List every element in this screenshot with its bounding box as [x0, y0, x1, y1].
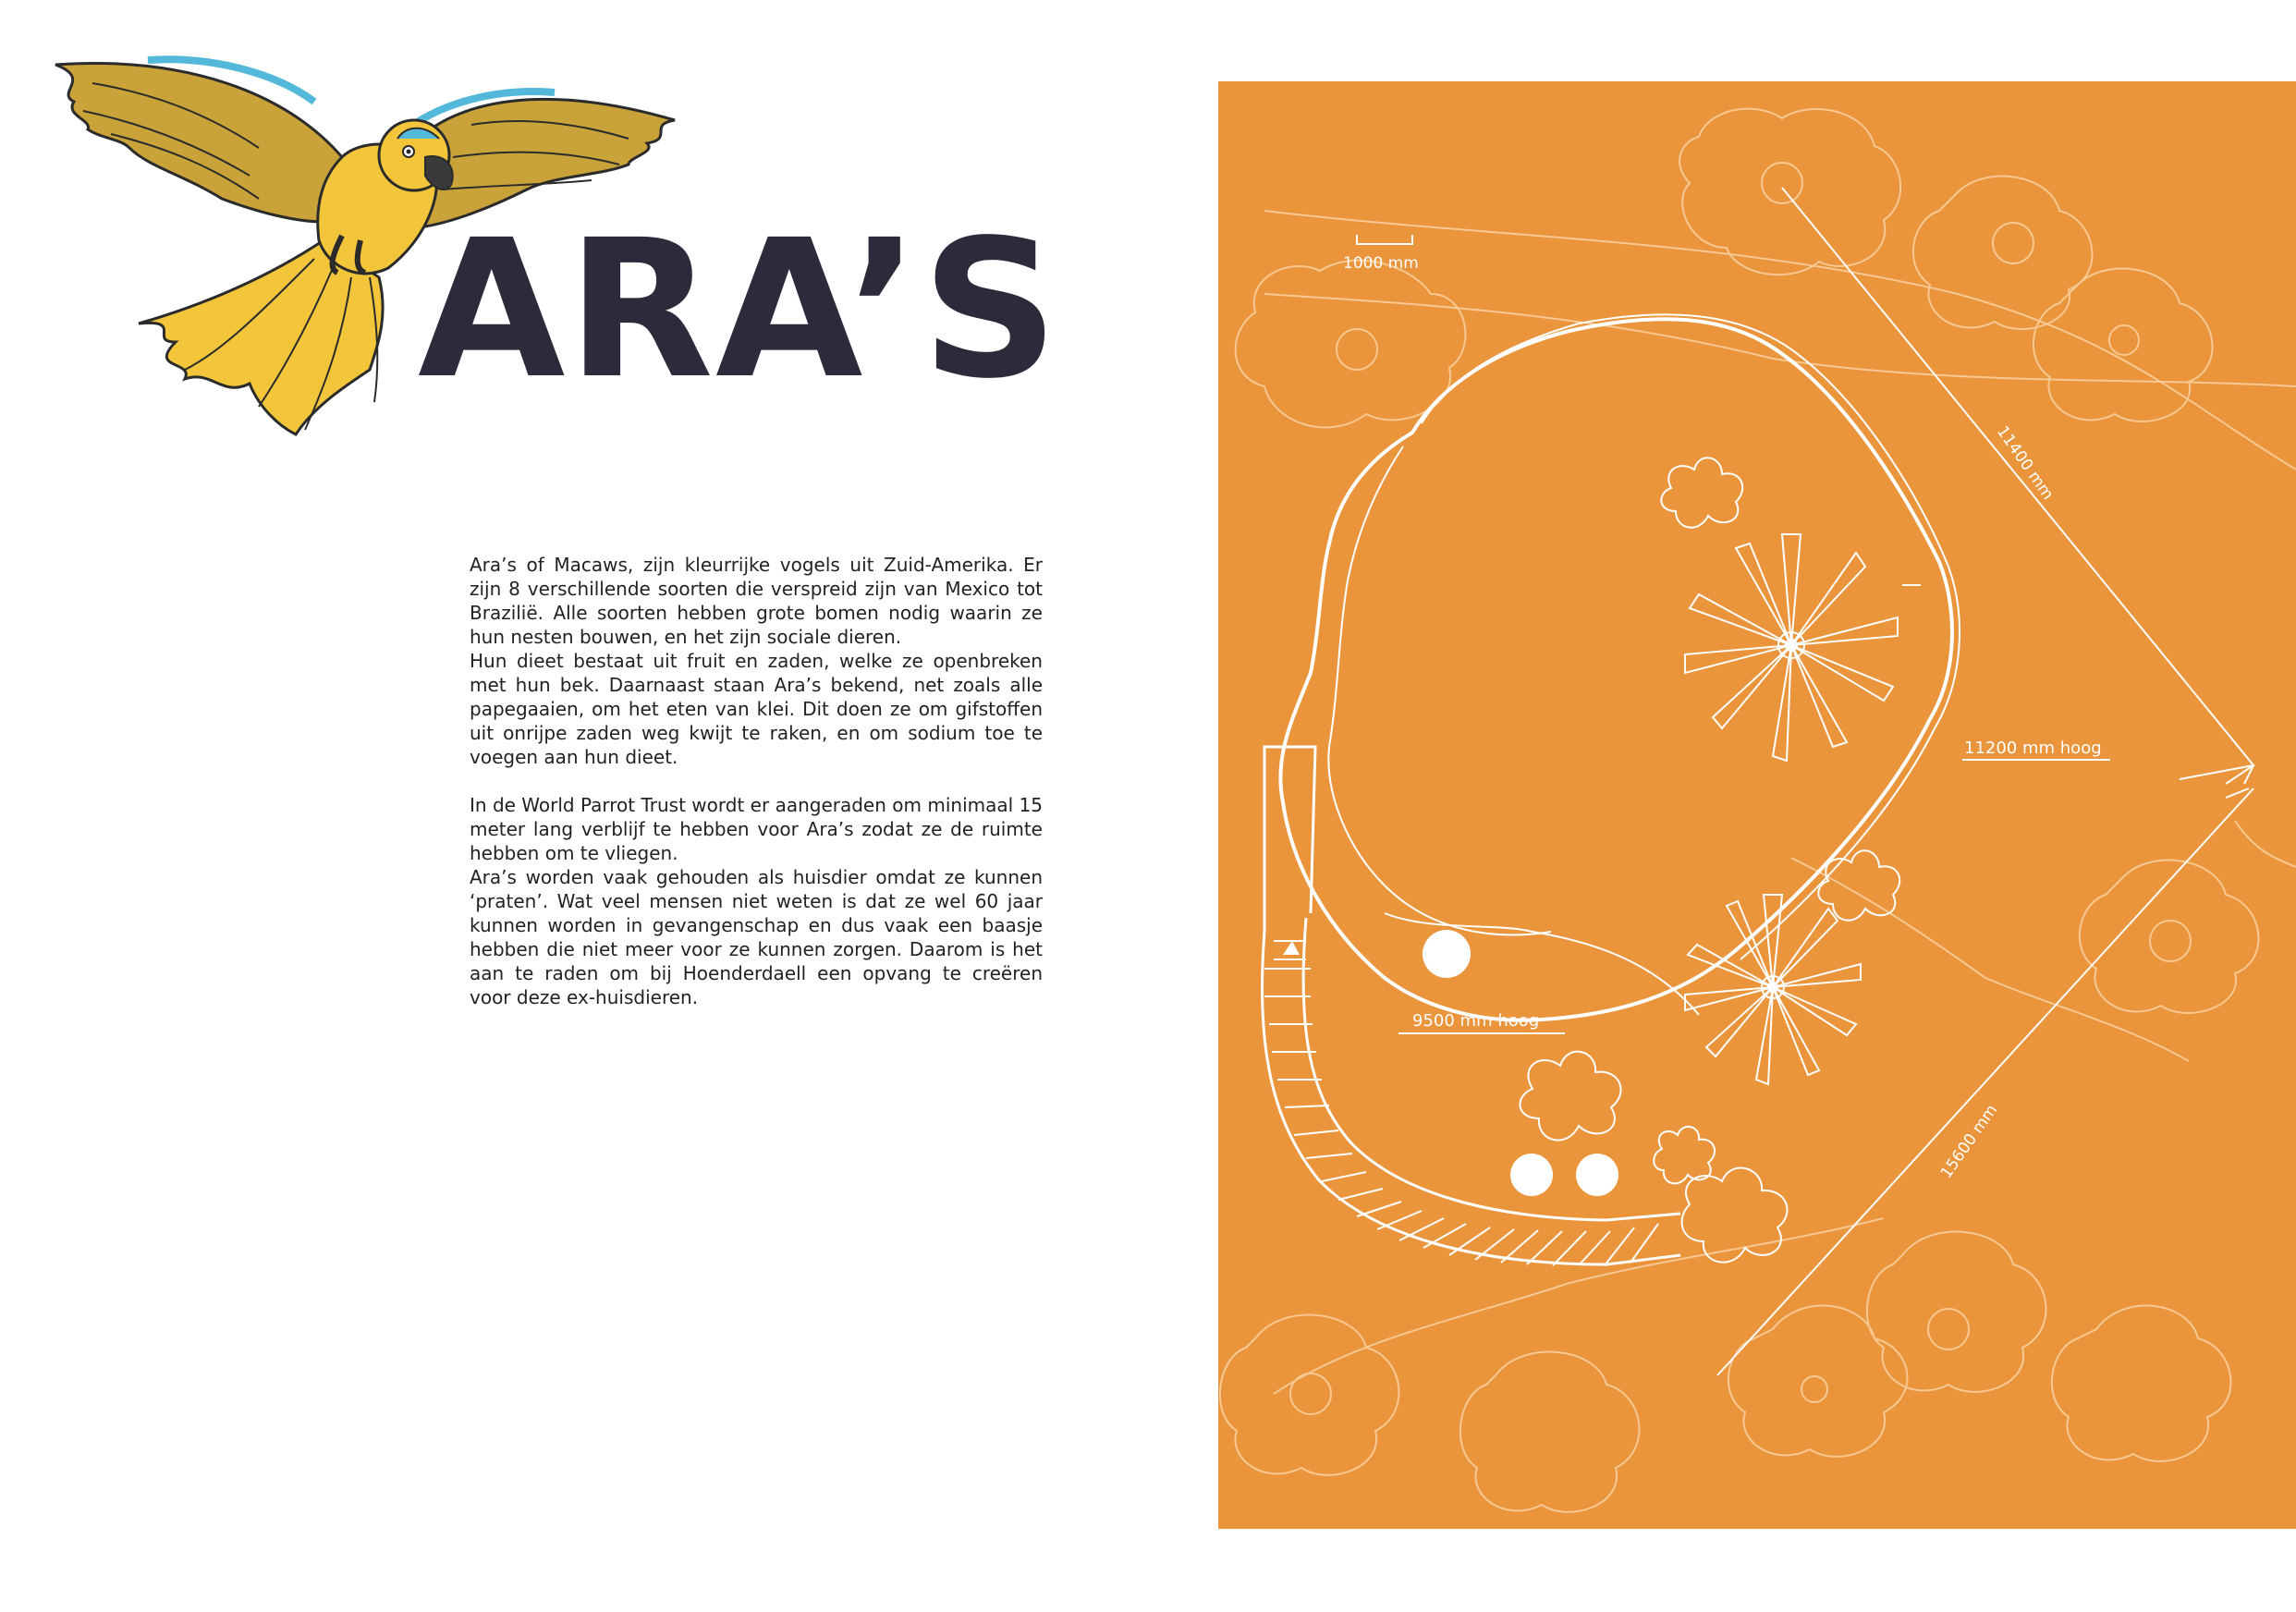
paragraph-space: In de World Parrot Trust wordt er aangeraden om minimaal 15 meter lang verblijf te hebben voor Ara’s zodat ze de ruimte hebben om te vliegen. [470, 794, 1043, 864]
tree-outline [1236, 261, 1466, 428]
tree-outline [2052, 1306, 2231, 1461]
palm-tree [1685, 534, 1898, 761]
paragraph-pets: Ara’s worden vaak gehouden als huisdier omdat ze kunnen ‘praten’. Wat veel mensen niet weten is dat ze wel 60 jaar kunnen worden in gevangenschap en dus vaak een baasje hebben die niet meer voor ze kunnen zorgen. Daarom is het aan te raden om bij Hoenderdaell een opvang te creëren voor deze ex-huisdieren. [470, 866, 1043, 1008]
scale-bar [1357, 235, 1412, 244]
dimension-label-top: 11400 mm [1992, 422, 2058, 504]
shrub [1661, 458, 1742, 527]
tree-outline [1220, 1315, 1399, 1475]
shrub [1818, 850, 1899, 920]
height-label-right: 11200 mm hoog [1964, 739, 2102, 758]
body-text [470, 553, 1043, 1009]
enclosure-site-plan [1218, 81, 2296, 1529]
height-label-left: 9500 mm hoog [1412, 1011, 1540, 1031]
dimension-label-bottom: 15600 mm [1936, 1101, 2002, 1182]
paragraph-diet: Hun dieet bestaat uit fruit en zaden, welke ze openbreken met hun bek. Daarnaast staan Ara’s bekend, net zoals alle papegaaien, om het eten van klei. Dit doen ze om gifstoffen uit onrijpe zaden weg kwijt te raken, en om sodium toe te voegen aan hun dieet. [470, 650, 1043, 768]
shrub [1682, 1168, 1788, 1263]
tree-outline [1460, 1352, 1640, 1512]
paragraph-intro: Ara’s of Macaws, zijn kleurrijke vogels uit Zuid-Amerika. Er zijn 8 verschillende soorten die verspreid zijn van Mexico tot Brazilië. Alle soorten hebben grote bomen nodig waarin ze hun nesten bouwen, en het zijn sociale dieren. [470, 554, 1043, 648]
tree-outline [1913, 177, 2093, 329]
perch-marker [1576, 1154, 1618, 1196]
palm-tree [1685, 895, 1861, 1084]
tree-outline [1728, 1306, 1908, 1457]
perch-marker [1510, 1154, 1553, 1196]
tree-outline [1679, 109, 1900, 275]
page-title: ARA’S [418, 199, 1061, 421]
scale-label: 1000 mm [1343, 254, 1419, 273]
perch-marker [1423, 930, 1471, 978]
walkway [1263, 932, 1681, 1264]
dimension-line [1717, 788, 2253, 1375]
tree-outline [1867, 1232, 2046, 1392]
dimension-line [1782, 188, 2253, 784]
macaw-left-wing [55, 63, 342, 222]
tree-outline [2080, 861, 2259, 1013]
shrub [1520, 1052, 1620, 1141]
